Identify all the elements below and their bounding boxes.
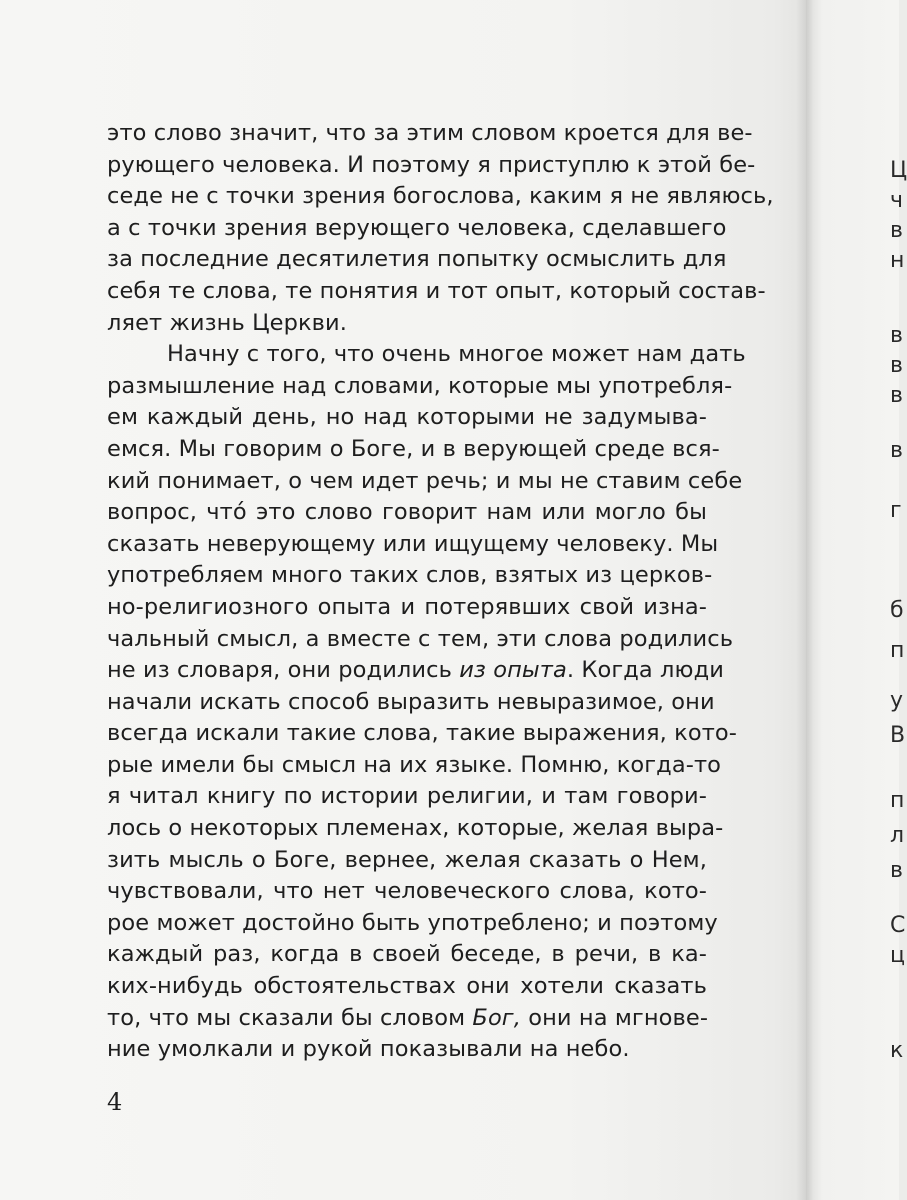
text-line: то, что мы сказали бы словом Бог, они на мгнове- — [107, 1004, 709, 1031]
text-line: не из словаря, они родились из опыта. Когда люди — [107, 657, 724, 684]
edge-glyph: к — [890, 1038, 904, 1063]
text-line: за последние десятилетия попытку осмыслить для — [107, 246, 727, 273]
text-line: себя те слова, те понятия и тот опыт, который состав- — [107, 277, 766, 304]
text-line: кий понимает, о чем идет речь; и мы не ставим себе — [107, 467, 743, 494]
text-line: я читал книгу по истории религии, и там говори- — [107, 783, 707, 810]
emphasis: Бог, — [472, 1004, 521, 1031]
edge-glyph: н — [890, 248, 905, 273]
text-line: зить мысль о Боге, вернее, желая сказать о Нем, — [107, 846, 707, 873]
edge-glyph: в — [890, 353, 903, 378]
edge-glyph: г — [890, 498, 902, 523]
text-line: сказать неверующему или ищущему человеку. Мы — [107, 530, 719, 557]
text-line: емся. Мы говорим о Боге, и в верующей среде вся- — [107, 435, 720, 462]
text-line: вопрос, чтó это слово говорит нам или могло бы — [107, 499, 707, 526]
text-line: начали искать способ выразить невыразимое, они — [107, 688, 715, 715]
edge-glyph: в — [890, 323, 903, 348]
text-line: ние умолкали и рукой показывали на небо. — [107, 1036, 630, 1063]
text-line: употребляем много таких слов, взятых из церков- — [107, 562, 713, 589]
text-line: а с точки зрения верующего человека, сделавшего — [107, 214, 727, 241]
edge-glyph: в — [890, 383, 903, 408]
edge-glyph: ц — [890, 943, 905, 968]
edge-glyph: в — [890, 218, 903, 243]
edge-glyph: б — [890, 598, 904, 623]
text-line: каждый раз, когда в своей беседе, в речи, в ка- — [107, 941, 707, 968]
paragraph-first-line: Начну с того, что очень многое может нам дать — [167, 341, 746, 368]
text-line: рое может достойно быть употреблено; и поэтому — [107, 909, 718, 936]
page-number: 4 — [107, 1088, 123, 1116]
text-line: но-религиозного опыта и потерявших свой изна- — [107, 593, 707, 620]
text-line: ем каждый день, но над которыми не задумыва- — [107, 404, 707, 431]
text-line: седе не с точки зрения богослова, каким я не являюсь, — [107, 183, 774, 210]
text-line: это слово значит, что за этим словом кроется для ве- — [107, 120, 753, 146]
text-line: чальный смысл, а вместе с тем, эти слова родились — [107, 625, 734, 652]
text-line: ляет жизнь Церкви. — [107, 309, 348, 336]
edge-glyph: л — [890, 823, 905, 848]
body-text — [107, 118, 774, 1066]
text-line: лось о некоторых племенах, которые, желая выра- — [107, 815, 724, 842]
text-line: размышление над словами, которые мы употребля- — [107, 372, 733, 399]
emphasis: из опыта — [459, 657, 567, 684]
edge-glyph: в — [890, 438, 903, 463]
book-gutter — [796, 0, 814, 1200]
edge-glyph: в — [890, 858, 903, 883]
edge-glyph: у — [890, 688, 904, 713]
edge-glyph: Ц — [890, 158, 907, 183]
edge-glyph: В — [890, 723, 906, 748]
text-line: всегда искали такие слова, такие выражения, кото- — [107, 720, 738, 747]
edge-glyph: ч — [890, 188, 903, 213]
right-page-edge-text — [884, 0, 907, 1200]
text-line: чувствовали, что нет человеческого слова, кото- — [107, 878, 707, 905]
text-line: ких-нибудь обстоятельствах они хотели сказать — [107, 973, 707, 1000]
text-line: рующего человека. И поэтому я приступлю к этой бе- — [107, 151, 756, 178]
text-line: рые имели бы смысл на их языке. Помню, когда-то — [107, 751, 722, 778]
edge-glyph: п — [890, 788, 905, 813]
edge-glyph: п — [890, 638, 905, 663]
edge-glyph: С — [890, 913, 906, 938]
